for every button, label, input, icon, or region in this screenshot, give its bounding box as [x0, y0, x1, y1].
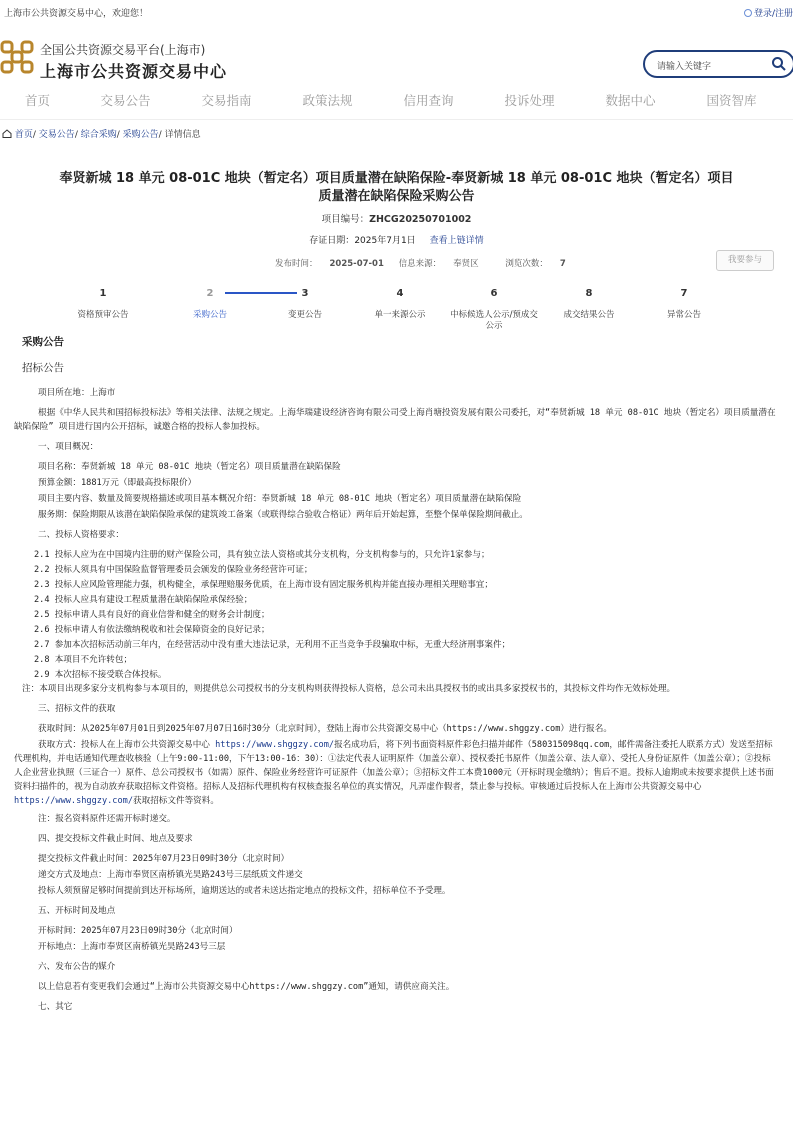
- step-number: 1: [99, 288, 107, 299]
- deposit-date-row: [0, 233, 793, 246]
- step-number: 2: [206, 288, 214, 299]
- center-name: 上海市公共资源交易中心: [40, 62, 228, 81]
- opening-time: 开标时间：2025年07月23日09时30分（北京时间）: [38, 926, 238, 936]
- qualification-item: 2.8 本项目不允许转包；: [34, 655, 133, 665]
- project-no-value: ZHCG20250701002: [369, 214, 472, 225]
- project-location: 项目所在地：上海市: [38, 388, 116, 398]
- search-box[interactable]: [643, 50, 793, 78]
- qualification-item: 2.9 本次招标不接受联合体投标。: [34, 670, 167, 680]
- intro-paragraph: 根据《中华人民共和国招标投标法》等相关法律、法规之规定。上海华瑞建设经济咨询有限公司受上海肖塘投资发展有限公司委托，对“奉贤新城 18 单元 08-01C 地块（暂定名）项目质量潜在缺陷保险” 项目进行国内公开招标，诚邀合格的投标人参加投标。: [14, 408, 776, 432]
- nav-complaint[interactable]: 投诉处理: [504, 93, 555, 108]
- step-abnormal[interactable]: [636, 288, 732, 321]
- publish-label: 发布时间：: [275, 259, 318, 269]
- qualification-item: 2.7 参加本次招标活动前三年内，在经营活动中没有重大违法记录，无利用不正当竞争手段骗取中标，无重大经济刑事案件；: [34, 640, 511, 650]
- heading-obtain-docs: 三、招标文件的获取: [38, 704, 116, 714]
- qualification-item: 2.2 投标人须具有中国保险监督管理委员会颁发的保险业务经营许可证；: [34, 565, 313, 575]
- step-number: 4: [396, 288, 404, 299]
- nav-home[interactable]: 首页: [24, 93, 50, 108]
- deposit-label: 存证日期：: [309, 236, 355, 246]
- step-change[interactable]: [257, 288, 353, 321]
- notice-body: [14, 386, 776, 1014]
- join-button[interactable]: 我要参与: [716, 250, 774, 271]
- step-label: 资格预审公告: [77, 310, 129, 320]
- step-label: 单一来源公示: [374, 310, 426, 320]
- heading-submit: 四、提交投标文件截止时间、地点及要求: [38, 834, 193, 844]
- home-icon: [2, 129, 12, 138]
- heading-media: 六、发布公告的媒介: [38, 962, 116, 972]
- step-procurement[interactable]: [162, 288, 258, 321]
- search-input[interactable]: 请输入关键字: [657, 62, 712, 72]
- step-prequal[interactable]: [55, 288, 151, 321]
- crumb-current: 详情信息: [164, 130, 201, 140]
- step-number: 3: [301, 288, 309, 299]
- section-subheading: 招标公告: [22, 362, 64, 374]
- project-no-label: 项目编号：: [321, 214, 370, 225]
- nav-policy[interactable]: 政策法规: [302, 93, 353, 108]
- step-label: 采购公告: [192, 310, 227, 320]
- nav-think-tank[interactable]: 国资智库: [706, 93, 757, 108]
- qualification-item: 2.3 投标人应风险管理能力强，机构健全，承保理赔服务优质，在上海市设有固定服务机构并能直接办理相关理赔事宜；: [34, 580, 493, 590]
- shggzy-link-2[interactable]: https://www.shggzy.com/: [14, 796, 133, 806]
- obtain-note: 注：报名资料原件还需开标时递交。: [38, 814, 176, 824]
- opening-location: 开标地点：上海市奉贤区南桥镇光昊路243号三层: [38, 942, 226, 952]
- qualification-item: 2.5 投标申请人具有良好的商业信誉和健全的财务会计制度；: [34, 610, 270, 620]
- heading-qualification: 二、投标人资格要求：: [38, 530, 124, 540]
- source-label: 信息来源：: [398, 259, 442, 269]
- submit-deadline: 提交投标文件截止时间：2025年07月23日09时30分（北京时间）: [38, 854, 290, 864]
- heading-overview: 一、项目概况：: [38, 442, 99, 452]
- crumb-home[interactable]: 首页: [14, 130, 33, 140]
- source-value: 奉贤区: [453, 259, 479, 269]
- section-heading: 采购公告: [22, 336, 64, 348]
- breadcrumb: 首页/ 交易公告/ 综合采购/ 采购公告/ 详情信息: [0, 124, 793, 146]
- chain-detail-link[interactable]: 查看上链详情: [429, 236, 484, 246]
- obtain-method-text: 获取方式：投标人在上海市公共资源交易中心: [38, 740, 216, 750]
- step-single-source[interactable]: [352, 288, 448, 321]
- views-count: 7: [559, 259, 566, 269]
- overview-content: 项目主要内容、数量及简要规格描述或项目基本概况介绍：奉贤新城 18 单元 08-01C 地块（暂定名）项目质量潜在缺陷保险: [38, 494, 522, 504]
- nav-trade-guide[interactable]: 交易指南: [201, 93, 252, 108]
- crumb-procurement[interactable]: 采购公告: [122, 130, 159, 140]
- step-label: 成交结果公告: [563, 310, 615, 320]
- shggzy-link[interactable]: https://www.shggzy.com/: [215, 740, 335, 750]
- overview-name: 项目名称：奉贤新城 18 单元 08-01C 地块（暂定名）项目质量潜在缺陷保险: [38, 462, 341, 472]
- qualification-item: 2.4 投标人应具有建设工程质量潜在缺陷保险承保经验；: [34, 595, 253, 605]
- page-title: [40, 170, 753, 206]
- login-link[interactable]: [744, 0, 793, 28]
- step-label: 中标候选人公示/预成交公示: [450, 310, 538, 331]
- step-label: 异常公告: [666, 310, 701, 320]
- step-number: 7: [680, 288, 688, 299]
- title-line-2: 质量潜在缺陷保险采购公告: [318, 189, 475, 204]
- qualification-item: 2.1 投标人应为在中国境内注册的财产保险公司，具有独立法人资格或其分支机构，分支机构参与的，只允许1家参与；: [34, 550, 490, 560]
- obtain-method-text-3: 获取招标文件等资料。: [133, 796, 219, 806]
- step-candidate[interactable]: [446, 288, 542, 332]
- qualification-note: 注：本项目出现多家分支机构参与本项目的，则提供总公司授权书的分支机构则获得投标人资格，总公司未出具授权书的或出具多家授权书的，其投标文件均作无效标处理。: [22, 684, 676, 694]
- nav-credit[interactable]: 信用查询: [403, 93, 454, 108]
- search-icon[interactable]: [771, 56, 787, 72]
- obtain-method-text-2: 报名成功后，将下列书面资料原件彩色扫描并邮件（580315098qq.com，邮件需备注委托人联系方式）发送至招标代理机构，并电话通知代理查收核验（上午9:00-11:00，下午13:00-16：30）：①法定代表人证明原件（加盖公章）、授权委托书原件（加盖公章、法人章）、受托人身份证原件（加盖公章）；②投标人企业营业执照（三证合一）原件、总公司授权书（如需）原件、保险业务经营许可证原件（加盖公章）；③招标文件工本费1000元（开标时现金缴纳）；售后不退。投标人逾期或未按要求提供上述书面资料扫描件的，视为自动放弃获取招标文件资格。招标人及招标代理机构有权核查报名单位的真实情况，凡弄虚作假者，禁止参与投标。审核通过后投标人在上海市公共资源交易中心: [14, 740, 774, 792]
- step-result[interactable]: [541, 288, 637, 321]
- process-steps: [55, 288, 735, 336]
- publish-date: 2025-07-01: [329, 259, 384, 269]
- project-number: [0, 211, 793, 225]
- heading-other: 七、其它: [38, 1002, 73, 1012]
- deposit-date: 2025年7月1日: [354, 236, 416, 246]
- user-icon: [744, 9, 752, 17]
- article-meta: [275, 257, 578, 269]
- welcome-text: 上海市公共资源交易中心，欢迎您！: [4, 9, 149, 19]
- logo-icon: [0, 40, 34, 74]
- heading-opening: 五、开标时间及地点: [38, 906, 116, 916]
- submit-location: 递交方式及地点：上海市奉贤区南桥镇光昊路243号三层纸质文件递交: [38, 870, 303, 880]
- crumb-comprehensive[interactable]: 综合采购: [80, 130, 117, 140]
- obtain-time: 获取时间：从2025年07月01日到2025年07月07日16时30分（北京时间），登陆上海市公共资源交易中心（https://www.shggzy.com）进行报名。: [38, 724, 612, 734]
- submit-note: 投标人须预留足够时间提前到达开标场所，逾期送达的或者未送达指定地点的投标文件，招标单位不予受理。: [38, 886, 451, 896]
- title-line-1: 奉贤新城 18 单元 08-01C 地块（暂定名）项目质量潜在缺陷保险-奉贤新城 18 单元 08-01C 地块（暂定名）项目: [59, 171, 734, 186]
- crumb-trade-notice[interactable]: 交易公告: [38, 130, 75, 140]
- obtain-method: [14, 738, 776, 808]
- step-number: 8: [585, 288, 593, 299]
- login-label[interactable]: 登录/注册: [753, 9, 793, 19]
- qualification-item: 2.6 投标申请人有依法缴纳税收和社会保障资金的良好记录；: [34, 625, 270, 635]
- media-text: 以上信息若有变更我们会通过“上海市公共资源交易中心https://www.shggzy.com”通知，请供应商关注。: [38, 982, 455, 992]
- step-number: 6: [490, 288, 498, 299]
- platform-name: 全国公共资源交易平台(上海市): [40, 43, 206, 57]
- step-label: 变更公告: [287, 310, 322, 320]
- nav-trade-notice[interactable]: 交易公告: [100, 93, 151, 108]
- site-header: [0, 28, 793, 84]
- nav-data[interactable]: 数据中心: [605, 93, 656, 108]
- main-nav: [0, 84, 793, 120]
- overview-period: 服务期：保险期限从该潜在缺陷保险承保的建筑竣工备案（或联得综合验收合格证）两年后开始起算，至整个保单保险期间截止。: [38, 510, 528, 520]
- overview-budget: 预算金额：1881万元（即最高投标限价）: [38, 478, 197, 488]
- views-label: 浏览次数：: [505, 259, 548, 269]
- top-bar: [0, 0, 793, 28]
